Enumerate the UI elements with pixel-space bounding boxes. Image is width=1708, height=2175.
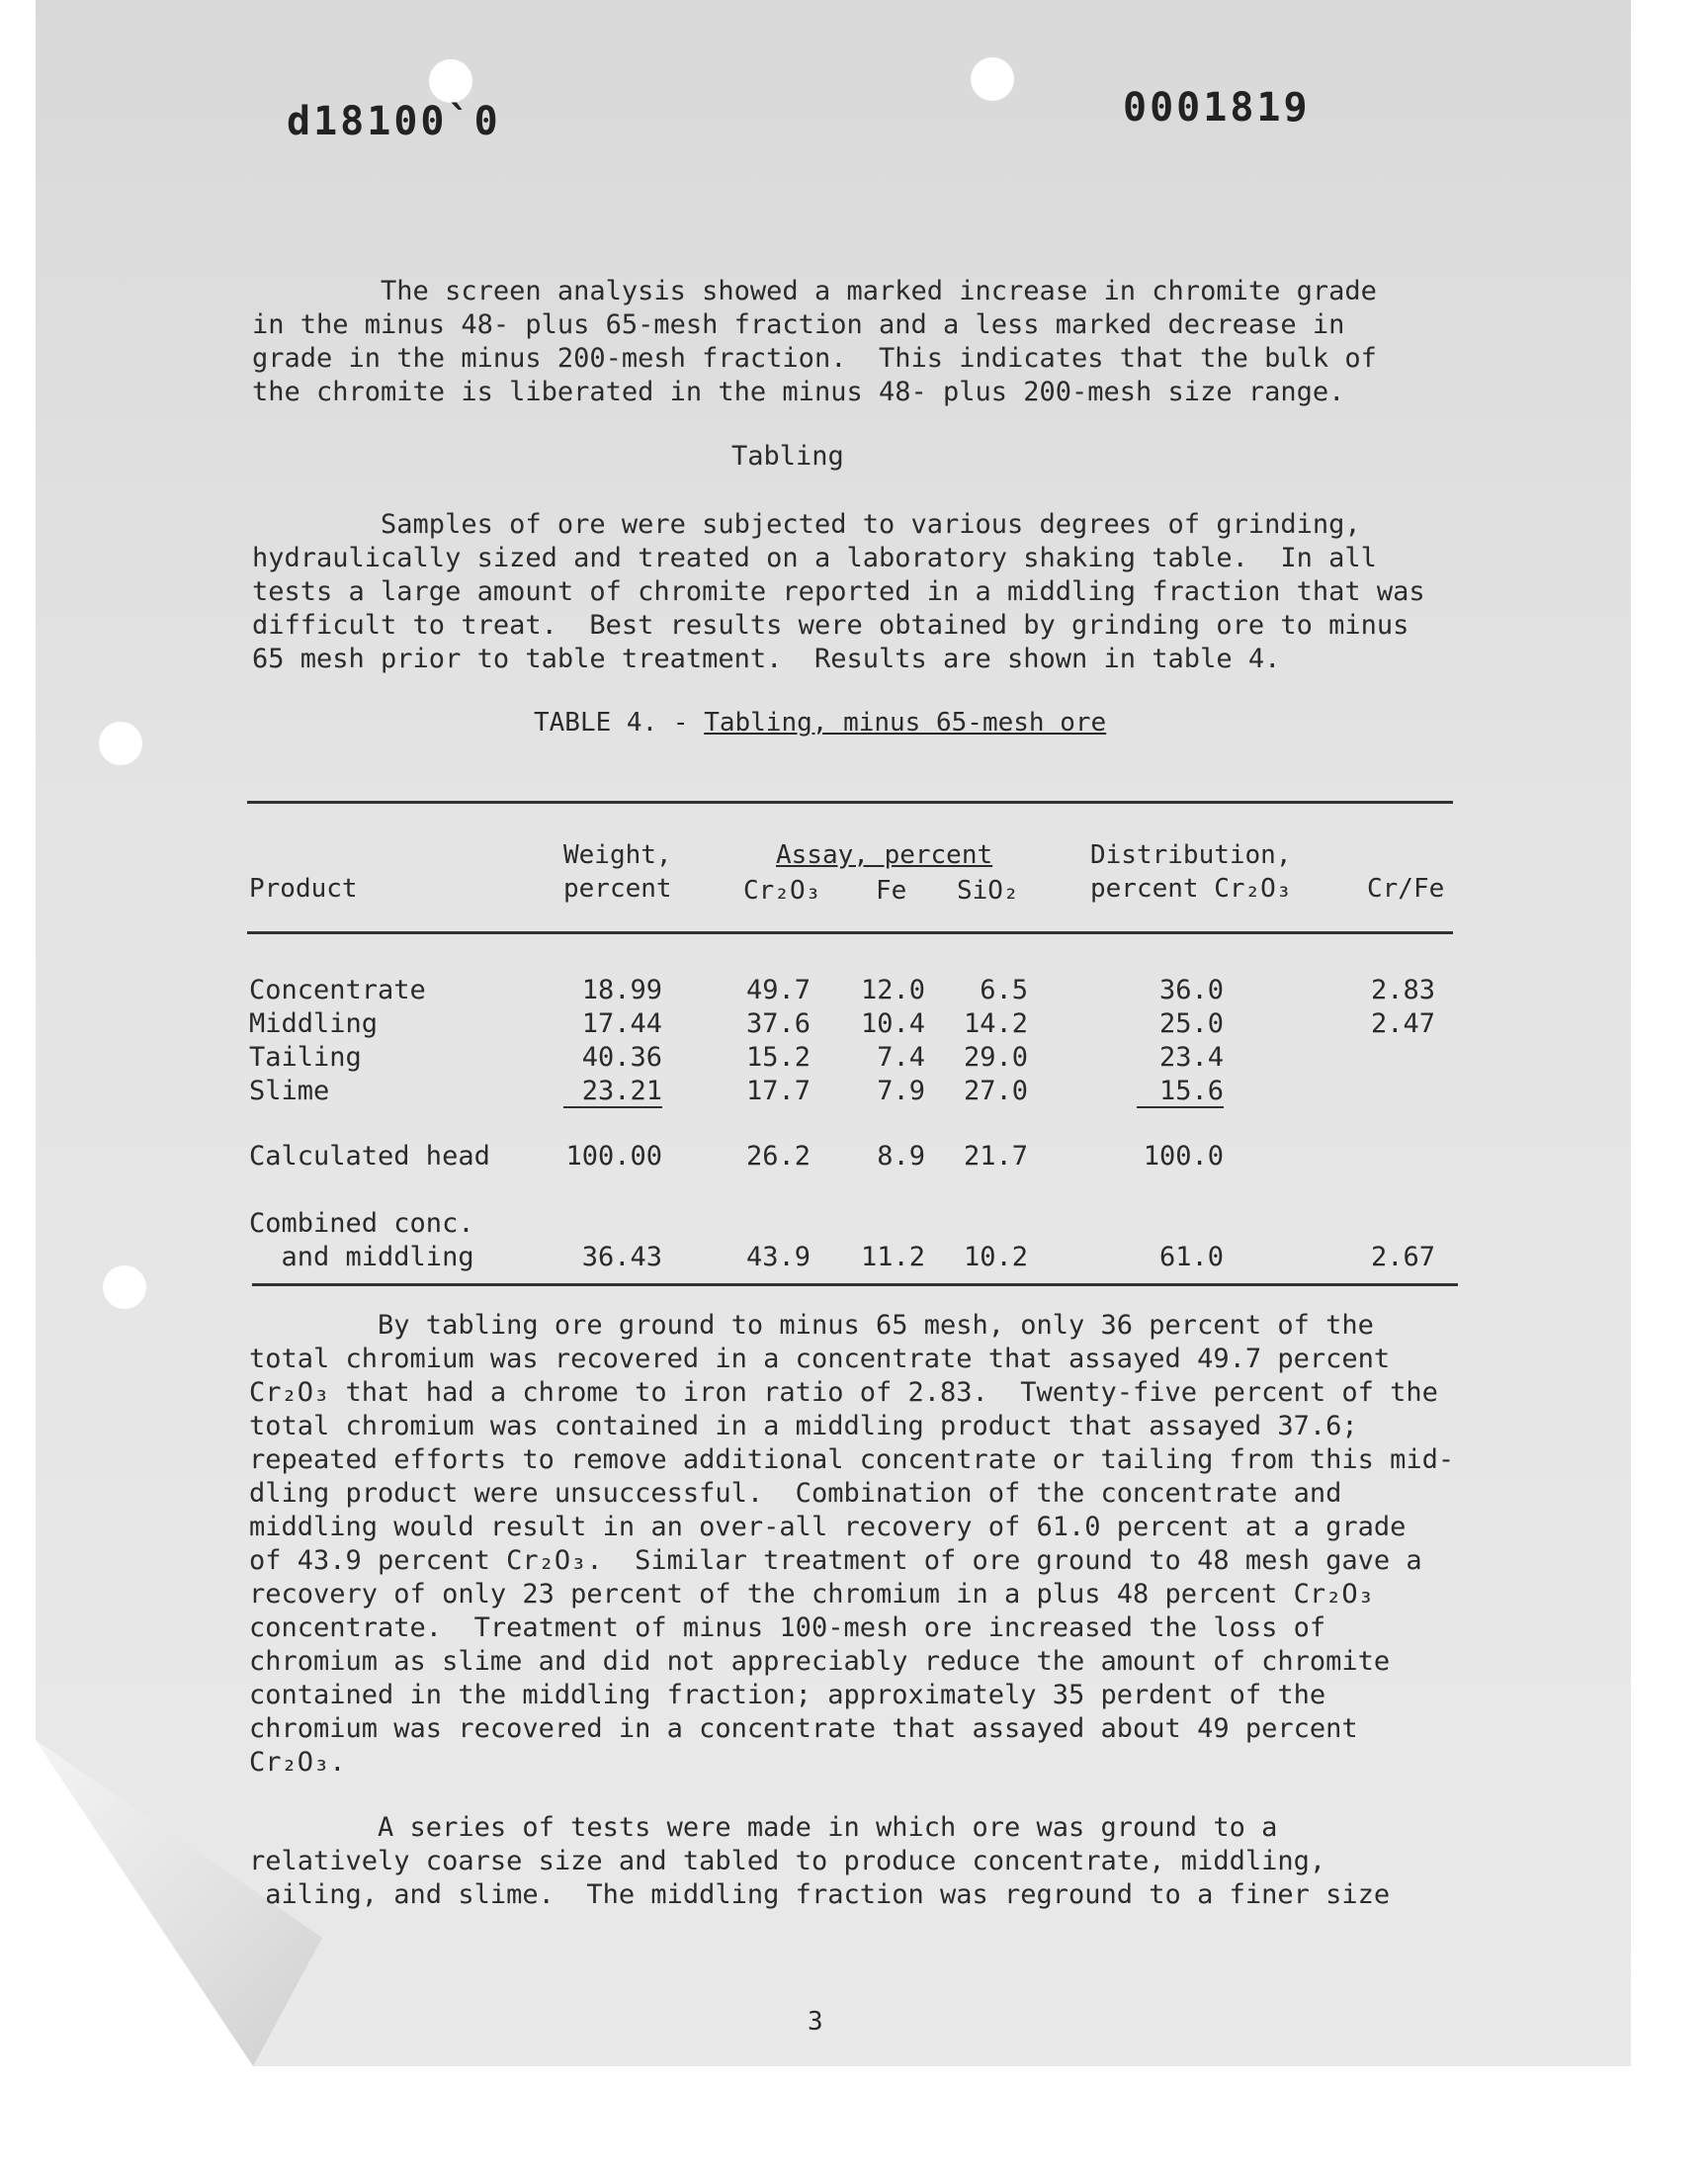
- text-line: relatively coarse size and tabled to produce concentrate, middling,: [249, 1846, 1326, 1876]
- cell-product: Tailing: [249, 1042, 362, 1073]
- header-distribution-line1: Distribution,: [1090, 840, 1292, 870]
- cell-sio2: 29.0: [963, 1042, 1028, 1073]
- cell-product: Calculated head: [249, 1141, 490, 1172]
- cell-cr2o3: 43.9: [745, 1242, 811, 1272]
- text-line: Cr₂O₃ that had a chrome to iron ratio of 2.83. Twenty-five percent of the: [249, 1377, 1438, 1408]
- section-heading: Tabling: [731, 441, 844, 472]
- text-line: recovery of only 23 percent of the chromium in a plus 48 percent Cr₂O₃: [249, 1579, 1374, 1610]
- text-line: repeated efforts to remove additional concentrate or tailing from this mid-: [249, 1444, 1455, 1475]
- cell-cr2o3: 17.7: [745, 1076, 811, 1106]
- header-product: Product: [249, 874, 358, 904]
- cell-weight: 17.44: [581, 1008, 662, 1039]
- text-line: contained in the middling fraction; approximately 35 perdent of the: [249, 1680, 1326, 1710]
- cell-weight: 23.21: [563, 1076, 662, 1108]
- cell-product: Slime: [249, 1076, 330, 1106]
- header-weight-line2: percent: [563, 874, 672, 904]
- page-number: 3: [808, 2007, 823, 2037]
- text-line: of 43.9 percent Cr₂O₃. Similar treatment of ore ground to 48 mesh gave a: [249, 1545, 1422, 1576]
- punch-hole: [103, 1265, 146, 1309]
- cell-weight: 40.36: [581, 1042, 662, 1073]
- header-sio2: SiO₂: [957, 876, 1019, 906]
- cell-distribution: 61.0: [1158, 1242, 1224, 1272]
- text-line: chromium was recovered in a concentrate that assayed about 49 percent: [249, 1713, 1358, 1744]
- text-line: tests a large amount of chromite reported in a middling fraction that was: [252, 576, 1425, 607]
- stamp-number-right: 0001819: [1123, 85, 1311, 130]
- cell-cr-fe: 2.47: [1370, 1008, 1435, 1039]
- text-line: 65 mesh prior to table treatment. Results are shown in table 4.: [252, 644, 1281, 674]
- header-cr2o3: Cr₂O₃: [743, 876, 821, 906]
- cell-distribution: 23.4: [1158, 1042, 1224, 1073]
- text-line: concentrate. Treatment of minus 100-mesh ore increased the loss of: [249, 1612, 1326, 1643]
- text-line: total chromium was recovered in a concentrate that assayed 49.7 percent: [249, 1344, 1391, 1374]
- text-line: Cr₂O₃.: [249, 1747, 346, 1778]
- cell-sio2: 6.5: [980, 975, 1028, 1005]
- cell-fe: 10.4: [860, 1008, 925, 1039]
- text-line: hydraulically sized and treated on a laboratory shaking table. In all: [252, 543, 1377, 573]
- header-assay-group: Assay, percent: [776, 840, 993, 870]
- cell-fe: 7.4: [877, 1042, 925, 1073]
- cell-cr2o3: 15.2: [745, 1042, 811, 1073]
- cell-cr-fe: 2.83: [1370, 975, 1435, 1005]
- text-line: The screen analysis showed a marked increase in chromite grade: [252, 276, 1377, 306]
- cell-distribution: 25.0: [1158, 1008, 1224, 1039]
- table-caption-title: Tabling, minus 65-mesh ore: [704, 708, 1107, 738]
- header-cr-fe: Cr/Fe: [1367, 874, 1445, 904]
- cell-fe: 8.9: [877, 1141, 925, 1172]
- text-line: total chromium was contained in a middling product that assayed 37.6;: [249, 1411, 1358, 1441]
- text-line: ailing, and slime. The middling fraction was reground to a finer size: [249, 1879, 1391, 1910]
- text-line: chromium as slime and did not appreciably reduce the amount of chromite: [249, 1646, 1391, 1677]
- punch-hole: [429, 59, 472, 103]
- text-line: By tabling ore ground to minus 65 mesh, only 36 percent of the: [249, 1310, 1374, 1341]
- cell-cr2o3: 26.2: [745, 1141, 811, 1172]
- cell-cr2o3: 37.6: [745, 1008, 811, 1039]
- cell-fe: 11.2: [860, 1242, 925, 1272]
- punch-hole: [971, 57, 1014, 101]
- punch-hole: [99, 722, 142, 765]
- cell-sio2: 10.2: [963, 1242, 1028, 1272]
- cell-sio2: 14.2: [963, 1008, 1028, 1039]
- header-fe: Fe: [876, 876, 907, 906]
- text-line: A series of tests were made in which ore was ground to a: [249, 1812, 1278, 1843]
- cell-sio2: 27.0: [963, 1076, 1028, 1106]
- cell-weight: 100.00: [565, 1141, 662, 1172]
- text-line: the chromite is liberated in the minus 48- plus 200-mesh size range.: [252, 377, 1345, 407]
- stamp-number-left: d18100`0: [287, 99, 501, 144]
- table-caption-prefix: TABLE 4. -: [534, 708, 705, 738]
- text-line: grade in the minus 200-mesh fraction. This indicates that the bulk of: [252, 343, 1377, 374]
- cell-weight: 36.43: [581, 1242, 662, 1272]
- cell-fe: 7.9: [877, 1076, 925, 1106]
- cell-product-line1: Combined conc.: [249, 1208, 474, 1239]
- cell-fe: 12.0: [860, 975, 925, 1005]
- cell-distribution: 36.0: [1158, 975, 1224, 1005]
- cell-product-line2: and middling: [249, 1242, 474, 1272]
- cell-product: Concentrate: [249, 975, 426, 1005]
- table-top-rule: [247, 801, 1453, 804]
- header-distribution-line2: percent Cr₂O₃: [1090, 874, 1292, 904]
- cell-product: Middling: [249, 1008, 379, 1039]
- text-line: difficult to treat. Best results were obtained by grinding ore to minus: [252, 610, 1409, 641]
- cell-distribution: 100.0: [1143, 1141, 1224, 1172]
- cell-cr-fe: 2.67: [1370, 1242, 1435, 1272]
- table-bottom-rule: [252, 1283, 1458, 1286]
- text-line: middling would result in an over-all recovery of 61.0 percent at a grade: [249, 1512, 1407, 1542]
- text-line: dling product were unsuccessful. Combination of the concentrate and: [249, 1478, 1342, 1509]
- table-caption: [534, 708, 1106, 738]
- header-weight-line1: Weight,: [563, 840, 672, 870]
- cell-weight: 18.99: [581, 975, 662, 1005]
- text-line: in the minus 48- plus 65-mesh fraction and a less marked decrease in: [252, 309, 1345, 340]
- header-rule: [247, 931, 1453, 934]
- cell-cr2o3: 49.7: [745, 975, 811, 1005]
- cell-distribution: 15.6: [1137, 1076, 1224, 1108]
- cell-sio2: 21.7: [963, 1141, 1028, 1172]
- text-line: Samples of ore were subjected to various degrees of grinding,: [252, 509, 1361, 540]
